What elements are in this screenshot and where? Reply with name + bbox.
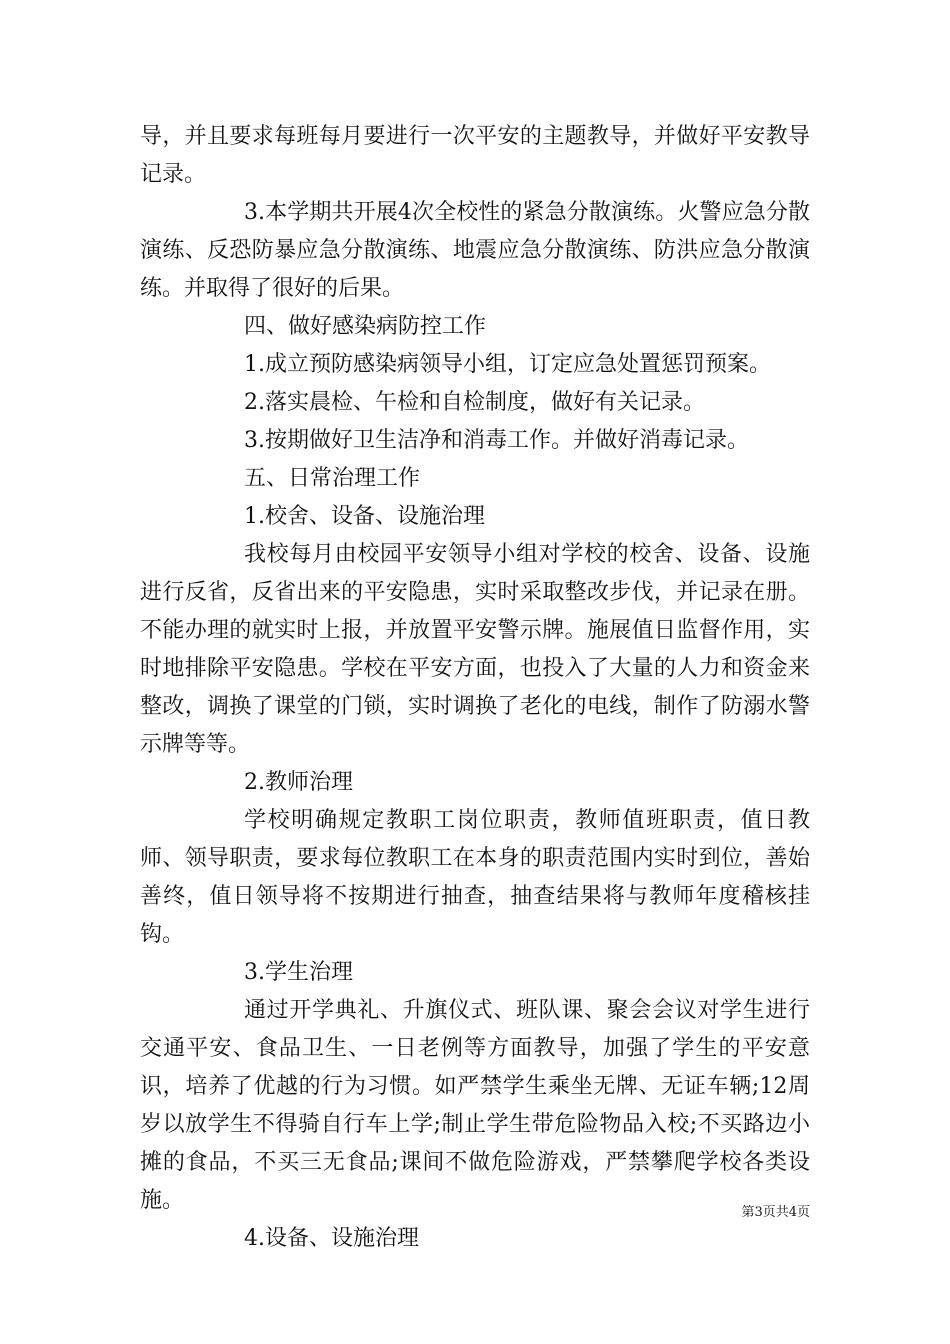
paragraph: 1.成立预防感染病领导小组，订定应急处置惩罚预案。 — [244, 352, 771, 377]
section-heading: 五、日常治理工作 — [244, 466, 421, 491]
paragraph: 学校明确规定教职工岗位职责，教师值班职责，值日教师、领导职责，要求每位教职工在本身的职责范围内实时到位，善始善终，值日领导将不按期进行抽查，抽查结果将与教师年度稽核挂钩。 — [140, 808, 810, 947]
subsection-heading: 2.教师治理 — [244, 770, 353, 795]
paragraph: 我校每月由校园平安领导小组对学校的校舍、设备、设施进行反省，反省出来的平安隐患，实时采取整改步伐，并记录在册。不能办理的就实时上报，并放置平安警示牌。施展值日监督作用，实时地排除平安隐患。学校在平安方面，也投入了大量的人力和资金来整改，调换了课堂的门锁，实时调换了老化的电线，制作了防溺水警示牌等等。 — [140, 542, 810, 757]
section-heading: 四、做好感染病防控工作 — [244, 314, 487, 339]
paragraph: 导，并且要求每班每月要进行一次平安的主题教导，并做好平安教导记录。 — [140, 124, 810, 187]
paragraph: 3.本学期共开展4次全校性的紧急分散演练。火警应急分散演练、反恐防暴应急分散演练、地震应急分散演练、防洪应急分散演练。并取得了很好的后果。 — [140, 200, 810, 301]
document-body — [140, 118, 810, 1258]
paragraph: 2.落实晨检、午检和自检制度，做好有关记录。 — [244, 390, 705, 415]
paragraph: 3.按期做好卫生洁净和消毒工作。并做好消毒记录。 — [244, 428, 749, 453]
subsection-heading: 1.校舍、设备、设施治理 — [244, 504, 485, 529]
subsection-heading: 3.学生治理 — [244, 960, 353, 985]
subsection-heading: 4.设备、设施治理 — [244, 1226, 419, 1251]
page-number-footer: 第3页共4页 — [741, 1205, 810, 1220]
paragraph: 通过开学典礼、升旗仪式、班队课、聚会会议对学生进行交通平安、食品卫生、一日老例等方面教导，加强了学生的平安意识，培养了优越的行为习惯。如严禁学生乘坐无牌、无证车辆;12周岁以放学生不得骑自行车上学;制止学生带危险物品入校;不买路边小摊的食品，不买三无食品;课间不做危险游戏，严禁攀爬学校各类设施。 — [140, 998, 810, 1213]
